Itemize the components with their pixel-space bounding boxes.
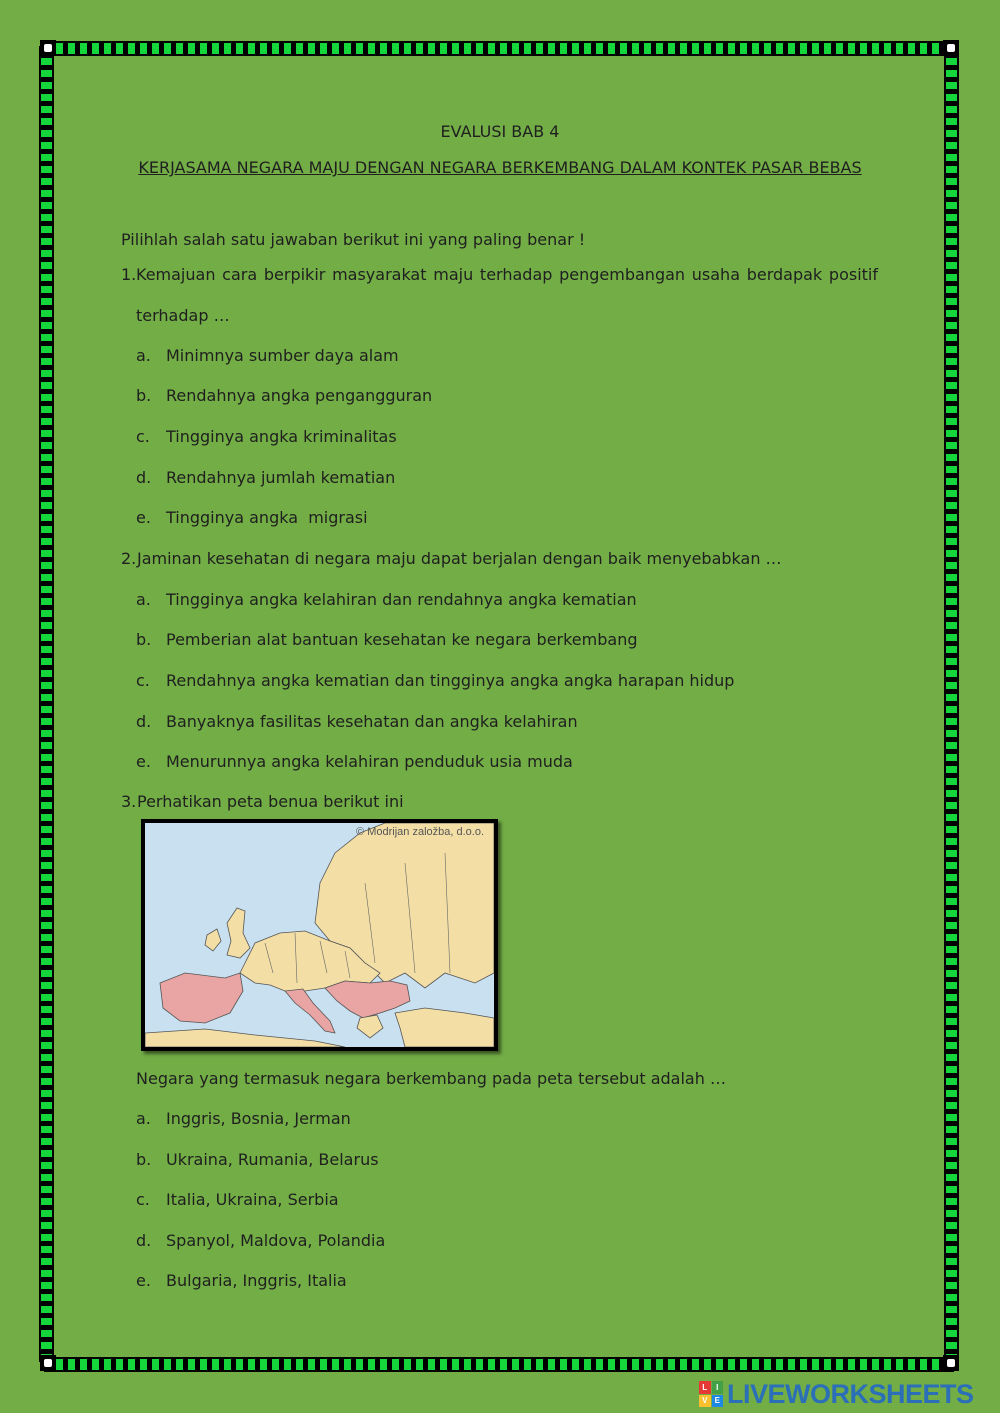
question-text: Negara yang termasuk negara berkembang pada peta tersebut adalah … bbox=[136, 1069, 726, 1088]
logo-letter: E bbox=[712, 1395, 724, 1408]
logo-text: LIVEWORKSHEETS bbox=[727, 1378, 974, 1409]
border-left bbox=[39, 46, 54, 1362]
europe-map-illustration bbox=[145, 823, 494, 1047]
option-text: Rendahnya angka kematian dan tingginya angka angka harapan hidup bbox=[166, 671, 735, 690]
option-text: Inggris, Bosnia, Jerman bbox=[166, 1109, 351, 1128]
option-letter: e. bbox=[136, 508, 151, 527]
option-letter: b. bbox=[136, 630, 152, 649]
europe-map bbox=[141, 819, 498, 1051]
option-text: Rendahnya angka pengangguran bbox=[166, 386, 433, 405]
option-letter: d. bbox=[136, 468, 152, 487]
border-right bbox=[944, 46, 959, 1362]
question-text-line: Kemajuan cara berpikir masyarakat maju terhadap pengembangan usaha berdapak positif bbox=[136, 265, 878, 284]
question-text bbox=[136, 265, 878, 284]
option-text: Banyaknya fasilitas kesehatan dan angka kelahiran bbox=[166, 712, 578, 731]
option-text: Tingginya angka migrasi bbox=[166, 508, 368, 527]
corner-ornament-icon bbox=[40, 1355, 56, 1371]
logo-letter: V bbox=[699, 1395, 711, 1408]
border-top bbox=[44, 41, 954, 56]
question-text: Jaminan kesehatan di negara maju dapat berjalan dengan baik menyebabkan … bbox=[137, 549, 782, 568]
option-text: Pemberian alat bantuan kesehatan ke negara berkembang bbox=[166, 630, 638, 649]
option-text: Ukraina, Rumania, Belarus bbox=[166, 1150, 379, 1169]
question-number: 2. bbox=[121, 549, 137, 568]
option-letter: b. bbox=[136, 386, 152, 405]
option-text: Menurunnya angka kelahiran penduduk usia muda bbox=[166, 752, 573, 771]
logo-letter: L bbox=[699, 1381, 711, 1394]
corner-ornament-icon bbox=[943, 1355, 959, 1371]
option-letter: e. bbox=[136, 1271, 151, 1290]
option-letter: d. bbox=[136, 1231, 152, 1250]
corner-ornament-icon bbox=[40, 40, 56, 56]
option-text: Bulgaria, Inggris, Italia bbox=[166, 1271, 347, 1290]
option-letter: a. bbox=[136, 590, 151, 609]
corner-ornament-icon bbox=[943, 40, 959, 56]
question-number: 1. bbox=[121, 265, 137, 284]
page-title: EVALUSI BAB 4 bbox=[440, 122, 560, 141]
option-text: Minimnya sumber daya alam bbox=[166, 346, 399, 365]
option-text: Tingginya angka kelahiran dan rendahnya angka kematian bbox=[166, 590, 637, 609]
border-bottom bbox=[44, 1357, 954, 1372]
question-number: 3. bbox=[121, 792, 137, 811]
logo-letter: I bbox=[712, 1381, 724, 1394]
question-text: Perhatikan peta benua berikut ini bbox=[137, 792, 404, 811]
logo-icon bbox=[699, 1381, 723, 1407]
map-credit: © Modrijan založba, d.o.o. bbox=[356, 826, 484, 838]
option-letter: d. bbox=[136, 712, 152, 731]
question-text-continued: terhadap … bbox=[136, 306, 230, 325]
instruction: Pilihlah salah satu jawaban berikut ini yang paling benar ! bbox=[121, 230, 586, 249]
option-letter: a. bbox=[136, 1109, 151, 1128]
option-text: Tingginya angka kriminalitas bbox=[166, 427, 397, 446]
option-letter: c. bbox=[136, 427, 150, 446]
option-letter: c. bbox=[136, 1190, 150, 1209]
page-subtitle: KERJASAMA NEGARA MAJU DENGAN NEGARA BERKEMBANG DALAM KONTEK PASAR BEBAS bbox=[138, 158, 862, 177]
liveworksheets-logo[interactable] bbox=[699, 1377, 974, 1411]
option-letter: e. bbox=[136, 752, 151, 771]
option-letter: c. bbox=[136, 671, 150, 690]
option-letter: b. bbox=[136, 1150, 152, 1169]
option-text: Italia, Ukraina, Serbia bbox=[166, 1190, 339, 1209]
option-text: Rendahnya jumlah kematian bbox=[166, 468, 396, 487]
option-text: Spanyol, Maldova, Polandia bbox=[166, 1231, 386, 1250]
option-letter: a. bbox=[136, 346, 151, 365]
